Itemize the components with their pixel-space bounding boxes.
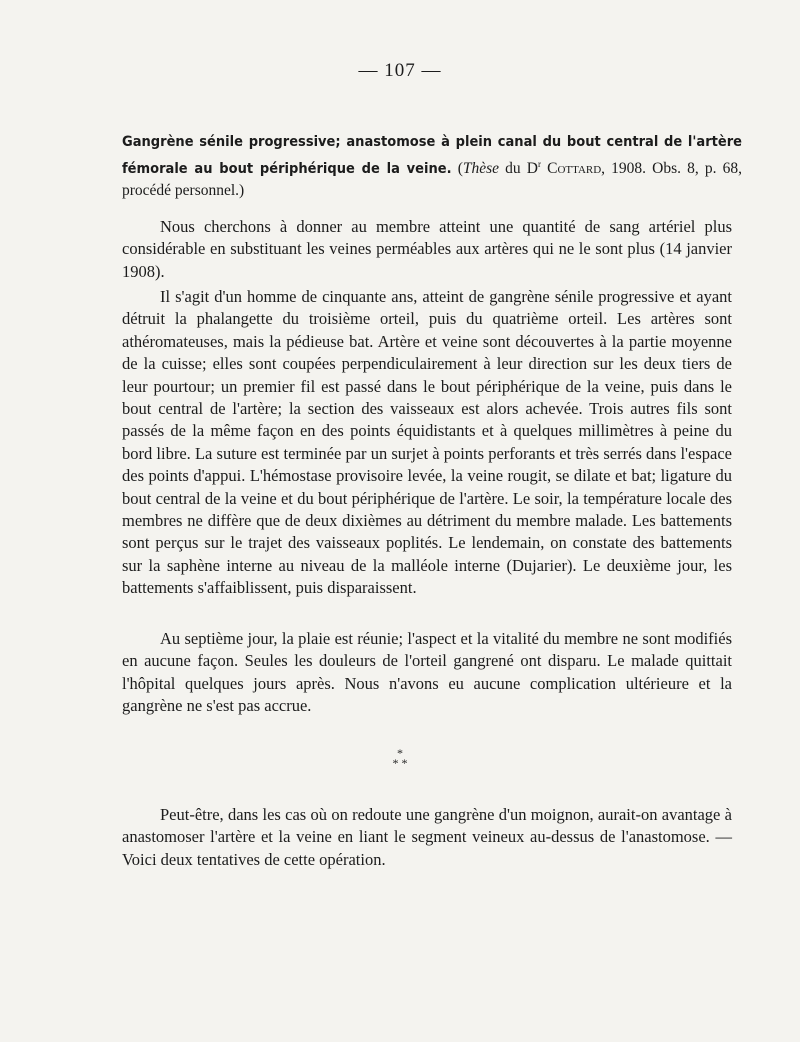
asterism-bottom: * * bbox=[392, 756, 408, 770]
source-author: Cottard bbox=[540, 160, 602, 178]
paragraph: Il s'agit d'un homme de cinquante ans, atteint de gangrène sénile progressive et ayant détruit la phalangette du troisième orteil, puis du quatrième orteil. Les artères sont athéromateuses, mais la pédieuse bat. Artère et veine sont découvertes à la partie moyenne de la cuisse; elles sont coupées perpendiculairement à leur direction sur les deux tiers de leur pourtour; un premier fil est passé dans le bout périphérique de la veine, puis dans le bout central de l'artère; la section des vaisseaux est alors achevée. Trois autres fils sont passés de la même façon en des points équidistants et à quelques millimètres à peine du bord libre. La suture est terminée par un surjet à points perforants et très serrés dans l'espace des points d'appui. L'hémostase provisoire levée, la veine rougit, se dilate et bat; ligature du bout central de la veine et du bout périphérique de l'artère. Le soir, la température locale des membres ne diffère que de deux dixièmes au détriment du membre malade. Les battements sont perçus sur le trajet des vaisseaux poplités. Le lendemain, on constate des battements sur la saphène interne au niveau de la malléole interne (Dujarier). Le deuxième jour, les battements s'affaiblissent, puis disparaissent. bbox=[122, 287, 732, 598]
observation-source: (Thèse du $D^r$ Cottard, 1908. Obs. 8, p. 68, procédé personnel.) bbox=[122, 159, 742, 200]
paragraph: Peut-être, dans les cas où on redoute une gangrène d'un moignon, aurait-on avantage à anastomoser l'artère et la veine en liant le segment veineux au-dessus de l'anastomose. — Voici deux tentatives de cette opération. bbox=[122, 805, 732, 869]
observation-heading: Gangrène sénile progressive; anastomose à plein canal du bout central de l'artère fémorale au bout périphérique de la veine. bbox=[122, 134, 742, 178]
asterism-top: * bbox=[397, 746, 403, 760]
paragraph-case bbox=[122, 286, 732, 600]
source-thesis: Thèse bbox=[462, 160, 500, 178]
paragraph: Au septième jour, la plaie est réunie; l'aspect et la vitalité du membre ne sont modifiés en aucune façon. Seules les douleurs de l'orteil gangrené ont disparu. Le malade quittait l'hôpital quelques jours après. Nous n'avons eu aucune complication ultérieure et la gangrène ne s'est pas accrue. bbox=[122, 629, 732, 716]
asterism-divider bbox=[0, 748, 800, 768]
paragraph: Nous cherchons à donner au membre atteint une quantité de sang artériel plus considérable en substituant les veines perméables aux artères qui ne le sont plus (14 janvier 1908). bbox=[122, 217, 732, 281]
paragraph-intro bbox=[122, 216, 732, 283]
paragraph-outcome bbox=[122, 628, 732, 718]
observation-title bbox=[122, 131, 742, 202]
paragraph-conclusion bbox=[122, 804, 732, 871]
page-number: — 107 — bbox=[358, 60, 442, 81]
